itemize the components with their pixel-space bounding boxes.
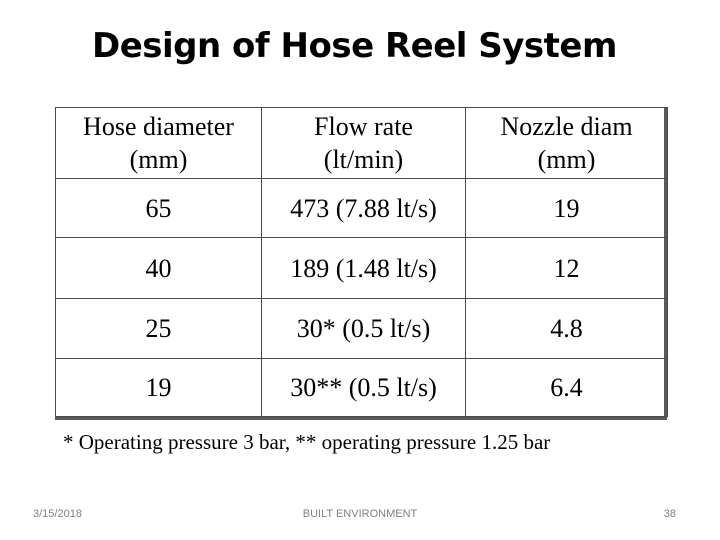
header-unit: (mm)	[129, 145, 188, 174]
header-text: Hose diameter	[83, 112, 234, 141]
header-nozzle-diameter	[466, 108, 668, 179]
footnote: * Operating pressure 3 bar, ** operating pressure 1.25 bar	[63, 430, 551, 454]
table-cell: 40	[56, 238, 262, 299]
table-row	[56, 299, 668, 359]
table-row	[56, 179, 668, 238]
table-cell: 12	[466, 238, 668, 299]
table-row	[56, 359, 668, 417]
table-cell: 65	[56, 179, 262, 238]
footer-page-number: 38	[663, 508, 676, 520]
table-cell: 189 (1.48 lt/s)	[262, 238, 466, 299]
hose-reel-table	[55, 107, 668, 417]
table-cell: 4.8	[466, 299, 668, 359]
footer-date: 3/15/2018	[33, 508, 82, 520]
table-cell: 25	[56, 299, 262, 359]
header-text: Flow rate	[314, 112, 413, 141]
slide-title: Design of Hose Reel System	[92, 26, 617, 66]
table-cell: 30* (0.5 lt/s)	[262, 299, 466, 359]
header-unit: (lt/min)	[323, 145, 404, 174]
table-cell: 19	[466, 179, 668, 238]
hose-reel-table-container	[55, 107, 667, 420]
table-cell: 30** (0.5 lt/s)	[262, 359, 466, 417]
header-flow-rate	[262, 108, 466, 179]
table-cell: 473 (7.88 lt/s)	[262, 179, 466, 238]
table-cell: 6.4	[466, 359, 668, 417]
header-hose-diameter	[56, 108, 262, 179]
header-text: Nozzle diam	[500, 112, 633, 141]
header-unit: (mm)	[537, 145, 596, 174]
table-row	[56, 238, 668, 299]
table-cell: 19	[56, 359, 262, 417]
footer-center-text: BUILT ENVIRONMENT	[302, 508, 418, 520]
table-header-row	[56, 108, 668, 179]
